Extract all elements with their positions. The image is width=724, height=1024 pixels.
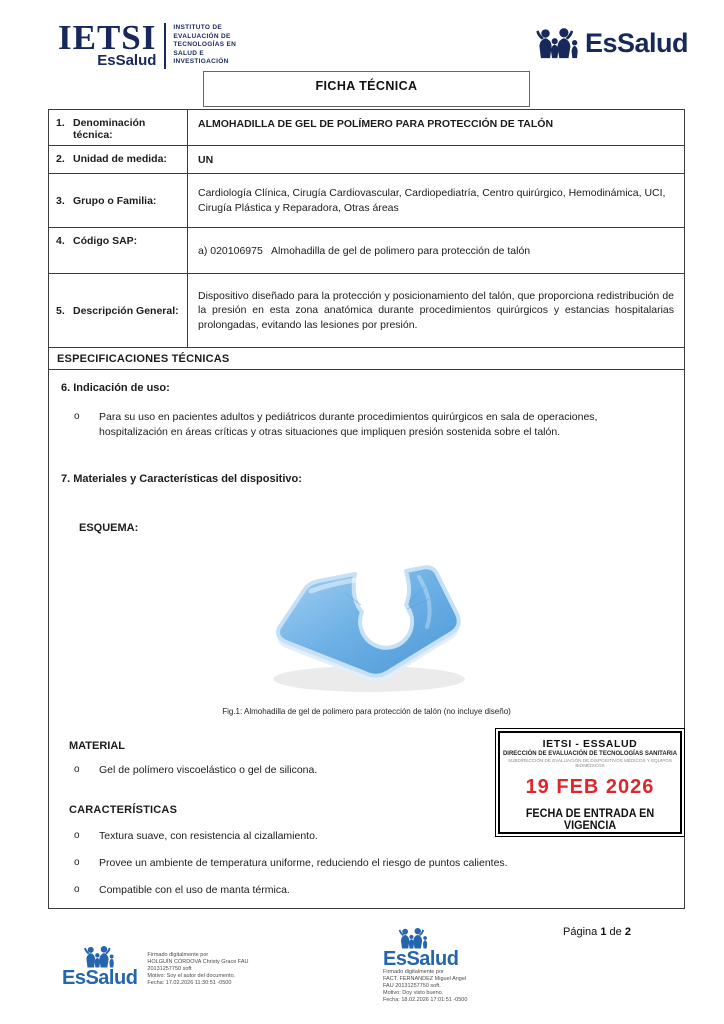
list-item (71, 763, 491, 778)
page-current: 1 (600, 926, 607, 938)
item7-title: 7. Materiales y Características del dispositivo: (61, 473, 302, 485)
signature-text (147, 952, 248, 987)
tagline-line: EVALUACIÓN DE (173, 32, 231, 40)
bullet-text: Compatible con el uso de manta térmica. (99, 884, 290, 896)
material-title: MATERIAL (69, 740, 126, 752)
row-number: 3. (56, 194, 65, 207)
row-label (49, 274, 188, 347)
row-value (188, 174, 684, 227)
stamp-org: IETSI - ESSALUD (542, 738, 638, 750)
list-item (71, 410, 606, 439)
signature-line: FACT. FERNANDEZ Miguel Angel (383, 976, 467, 982)
row-number: 4. (56, 235, 65, 247)
page-total: 2 (624, 926, 631, 938)
bullet-marker: o (74, 884, 80, 895)
row-label-text: Grupo o Familia: (73, 194, 157, 207)
row-value-text: ALMOHADILLA DE GEL DE POLÍMERO PARA PROTECCIÓN DE TALÓN (198, 118, 554, 130)
logo-divider (164, 23, 166, 69)
page-of: de (609, 926, 622, 938)
essalud-logo-footer (62, 946, 137, 988)
gel-pad-figure (249, 543, 484, 701)
table-row (49, 174, 684, 228)
row-label-text: Código SAP: (73, 235, 138, 247)
bullet-text: Provee un ambiente de temperatura uniforme, reduciendo el riesgo de puntos calientes. (99, 857, 508, 869)
row-value (188, 274, 684, 347)
signature-line: 20131257750 soft (147, 966, 192, 972)
signature-line: Motivo: Doy visto bueno. (383, 990, 444, 996)
esquema-label: ESQUEMA: (79, 522, 139, 534)
list-item (71, 883, 671, 898)
stamp-footer-line: FECHA DE ENTRADA EN VIGENCIA (525, 808, 655, 832)
gel-pad (278, 567, 459, 676)
bullet-marker: o (74, 411, 80, 422)
row-label (49, 146, 188, 173)
row-label-text: Unidad de medida: (73, 153, 167, 165)
row-value (188, 146, 684, 173)
stamp-direction: DIRECCIÓN DE EVALUACIÓN DE TECNOLOGÍAS SANITARIA (502, 751, 678, 757)
tagline-line: SALUD E (173, 49, 205, 57)
document-title-box (203, 71, 530, 107)
signature-block-center (383, 928, 467, 1004)
signature-line: Motivo: Soy el autor del documento. (147, 973, 236, 979)
ietsi-logo (58, 18, 237, 69)
item6-title: 6. Indicación de uso: (61, 382, 170, 394)
essalud-family-icon (534, 28, 580, 59)
tagline-line: INSTITUTO DE (173, 24, 223, 32)
essalud-wordmark: EsSalud (383, 948, 459, 970)
essalud-family-icon (82, 946, 116, 968)
essalud-wordmark: EsSalud (62, 967, 138, 989)
bullet-text: Para su uso en pacientes adultos y pediátricos durante procedimientos quirúrgicos en sala de operaciones, hospitalización en áreas críticas y otras situaciones que impliquen presión sostenida sobre el talón. (99, 411, 598, 438)
signature-line: Firmado digitalmente por (147, 952, 209, 958)
row-value-text: Dispositivo diseñado para la protección y posicionamiento del talón, que proporciona redistribución de la presión en esta zona anatómica durante procedimientos quirúrgicos y estancias hospitalarias prolongadas, evitando las lesiones por presión. (198, 289, 674, 331)
row-value-text: UN (198, 154, 214, 166)
tagline-line: INVESTIGACIÓN (173, 58, 229, 66)
row-value-text: a) 020106975 Almohadilla de gel de polimero para protección de talón (198, 244, 531, 257)
signature-line: Fecha: 18.02.2026 17:01:51 -0500 (383, 997, 468, 1003)
table-row (49, 228, 684, 274)
row-label-text: Denominación técnica: (73, 117, 146, 141)
bullet-marker: o (74, 764, 80, 775)
page-number (563, 926, 631, 938)
table-row (49, 146, 684, 174)
page-word: Página (563, 926, 598, 938)
ietsi-acronym: IETSI (58, 18, 157, 57)
stamp-date: 19 FEB 2026 (525, 776, 655, 798)
bullet-text: Textura suave, con resistencia al cizallamiento. (99, 830, 318, 842)
row-number: 5. (56, 304, 65, 317)
spec-table (48, 109, 685, 909)
table-row (49, 274, 684, 348)
validity-stamp (498, 731, 682, 834)
essalud-wordmark: EsSalud (584, 28, 688, 58)
figure-caption: Fig.1: Almohadilla de gel de polimero para protección de talón (no incluye diseño) (222, 707, 511, 716)
row-number: 1. (56, 117, 65, 129)
ietsi-tagline (173, 24, 236, 67)
signature-line: Firmado digitalmente por (383, 969, 444, 975)
bullet-text: Gel de polímero viscoelástico o gel de silicona. (99, 764, 318, 776)
caracteristicas-title: CARACTERÍSTICAS (69, 804, 178, 816)
list-item (71, 856, 671, 871)
stamp-subdirection: SUBDIRECCIÓN DE EVALUACIÓN DE DISPOSITIVOS MÉDICOS Y EQUIPOS BIOMÉDICOS (508, 758, 672, 768)
row-label (49, 174, 188, 227)
row-number: 2. (56, 153, 65, 165)
signature-line: Fecha: 17.02.2026 11:30:51 -0500 (147, 980, 232, 986)
essalud-logo-footer (383, 928, 467, 969)
technical-content-box (49, 370, 684, 908)
signature-line: FAU 20131257750 soft. (383, 983, 441, 989)
row-value (188, 228, 684, 273)
table-row (49, 110, 684, 146)
row-value-text: Cardiología Clínica, Cirugía Cardiovascular, Cardiopediatría, Centro quirúrgico, Hemodinámica, UCI, Cirugía Plástica y Reparadora, Otras áreas (198, 186, 666, 214)
essalud-family-icon (397, 928, 429, 949)
page-title: FICHA TÉCNICA (315, 79, 418, 93)
signature-line: HOLGUÍN CÓRDOVA Christy Grace FAU (147, 959, 249, 965)
row-label-text: Descripción General: (73, 304, 179, 317)
signature-block-left (62, 946, 248, 988)
ietsi-essalud-label: EsSalud (97, 52, 157, 69)
row-label (49, 110, 188, 145)
essalud-logo (534, 28, 688, 59)
section-header-especificaciones: ESPECIFICACIONES TÉCNICAS (49, 348, 684, 370)
signature-text (383, 969, 467, 1004)
tagline-line: TECNOLOGÍAS EN (173, 41, 237, 49)
bullet-marker: o (74, 830, 80, 841)
row-value (188, 110, 684, 145)
bullet-marker: o (74, 857, 80, 868)
row-label (49, 228, 188, 273)
